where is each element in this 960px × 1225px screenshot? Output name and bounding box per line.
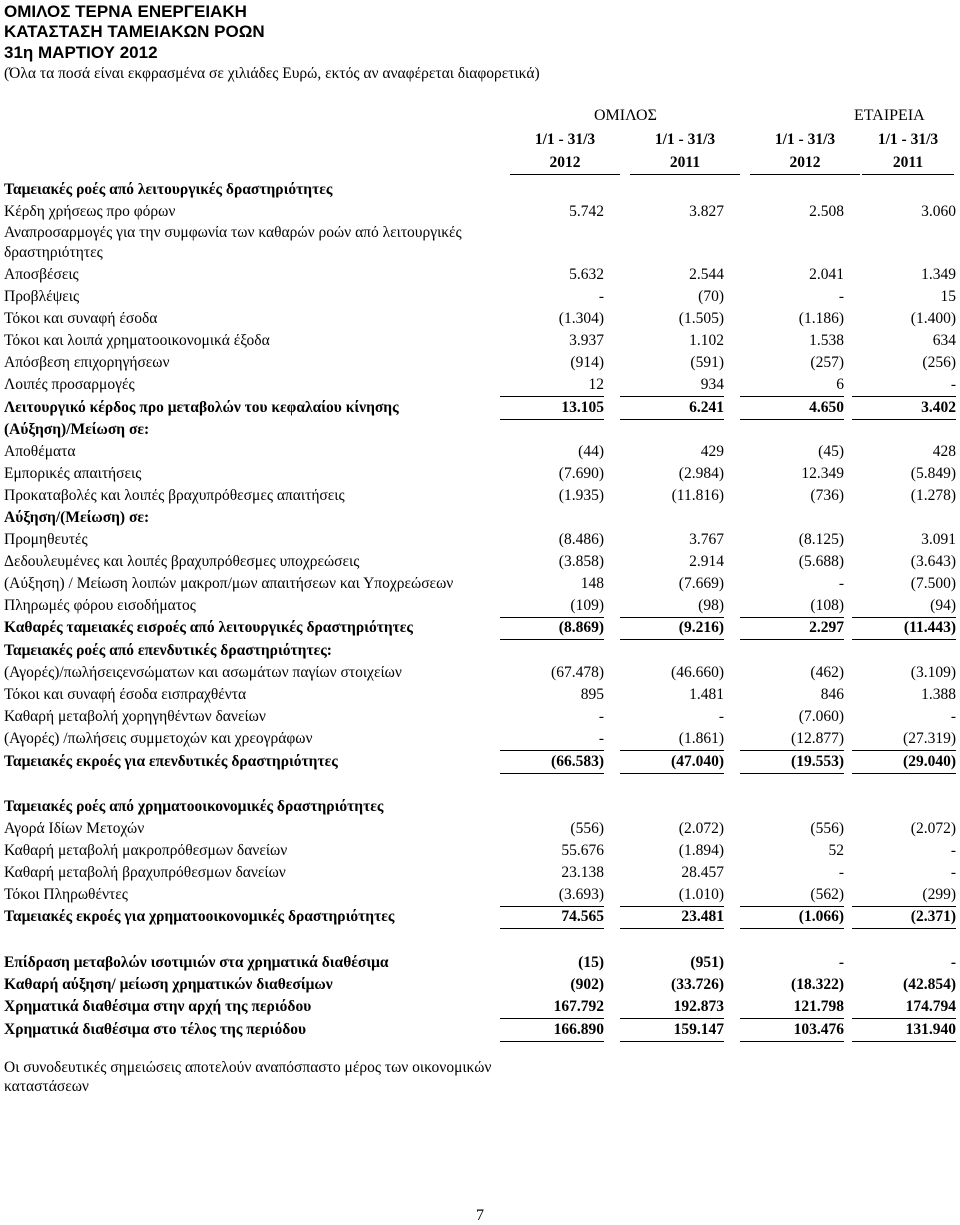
- row-value: (736): [810, 487, 844, 504]
- row-value: (2.984): [678, 465, 724, 482]
- row-label: Καθαρή μεταβολή μακροπρόθεσμων δανείων: [4, 842, 288, 859]
- row-label: Αύξηση/(Μείωση) σε:: [4, 509, 150, 526]
- row-value: (2.072): [678, 820, 724, 837]
- table-row: [0, 374, 960, 396]
- row-label: Προμηθευτές: [4, 531, 88, 548]
- row-label: Αγορά Ιδίων Μετοχών: [4, 820, 145, 837]
- row-value: (3.858): [558, 553, 604, 570]
- row-value: (67.478): [551, 664, 604, 681]
- table-row: [0, 286, 960, 308]
- row-label: (Αύξηση) / Μείωση λοιπών μακροπ/μων απαιτήσεων και Υποχρεώσεων: [4, 575, 454, 592]
- row-value: (44): [578, 443, 604, 460]
- row-value: (902): [570, 976, 604, 993]
- table-row: [0, 507, 960, 529]
- row-value: 3.091: [921, 531, 956, 548]
- table-row: [0, 330, 960, 352]
- row-value: -: [950, 708, 956, 725]
- row-value: 3.402: [852, 397, 956, 420]
- row-value: (1.894): [678, 842, 724, 859]
- row-value: (1.278): [910, 487, 956, 504]
- row-value: (3.693): [500, 884, 604, 907]
- row-value: 3.060: [921, 203, 956, 220]
- row-value: 846: [820, 686, 844, 703]
- row-value: (66.583): [500, 751, 604, 774]
- row-value: (1.066): [740, 906, 844, 929]
- row-value: (70): [698, 288, 724, 305]
- row-value: 192.873: [620, 996, 724, 1019]
- row-label: Ταμειακές ροές από χρηματοοικονομικές δραστηριότητες: [4, 798, 384, 815]
- row-value: 55.676: [561, 842, 604, 859]
- row-value: 1.102: [689, 332, 724, 349]
- row-label: (Αύξηση)/Μείωση σε:: [4, 421, 150, 438]
- company-header: ΕΤΑΙΡΕΙΑ: [854, 107, 925, 124]
- row-value: (45): [818, 443, 844, 460]
- row-label: Κέρδη χρήσεως προ φόρων: [4, 203, 176, 220]
- table-row: [0, 242, 960, 264]
- row-label: Αποθέματα: [4, 443, 76, 460]
- row-label: Αναπροσαρμογές για την συμφωνία των καθαρών ροών από λειτουργικές: [4, 224, 462, 241]
- row-value: 1.538: [809, 332, 844, 349]
- year-header: 2012: [750, 154, 860, 175]
- table-row: [0, 617, 960, 639]
- row-value: (591): [690, 354, 724, 371]
- row-label: Προβλέψεις: [4, 288, 80, 305]
- row-value: -: [500, 728, 604, 751]
- row-value: (7.669): [678, 575, 724, 592]
- period-header: 1/1 - 31/3: [654, 131, 716, 148]
- row-label: Δεδουλευμένες και λοιπές βραχυπρόθεσμες υποχρεώσεις: [4, 553, 360, 570]
- row-value: 167.792: [500, 996, 604, 1019]
- row-value: -: [838, 864, 844, 881]
- row-label: Αποσβέσεις: [4, 266, 79, 283]
- table-row: [0, 996, 960, 1018]
- table-row: [0, 728, 960, 750]
- page-number: 7: [476, 1207, 484, 1224]
- row-value: -: [718, 708, 724, 725]
- row-value: (109): [500, 595, 604, 618]
- row-value: (11.443): [852, 617, 956, 640]
- row-value: 6.241: [620, 397, 724, 420]
- table-row: [0, 201, 960, 223]
- footnote: Οι συνοδευτικές σημειώσεις αποτελούν αναπόσπαστο μέρος των οικονομικών καταστάσεων: [4, 1059, 492, 1095]
- row-value: 429: [700, 443, 724, 460]
- table-row: [0, 684, 960, 706]
- row-label: Προκαταβολές και λοιπές βραχυπρόθεσμες απαιτήσεις: [4, 487, 345, 504]
- table-row: [0, 463, 960, 485]
- row-value: (1.010): [620, 884, 724, 907]
- row-value: (7.690): [558, 465, 604, 482]
- row-label: (Αγορές)/πωλήσειςενσώματων και ασωμάτων παγίων στοιχείων: [4, 664, 402, 681]
- row-label: Καθαρή μεταβολή βραχυπρόθεσμων δανείων: [4, 864, 286, 881]
- row-label: Ταμειακές ροές από λειτουργικές δραστηριότητες: [4, 181, 333, 198]
- row-value: 12.349: [801, 465, 844, 482]
- table-row: [0, 397, 960, 419]
- company-name: ΟΜΙΛΟΣ ΤΕΡΝΑ ΕΝΕΡΓΕΙΑΚΗ: [4, 2, 247, 21]
- row-value: 1.349: [921, 266, 956, 283]
- table-row: [0, 1019, 960, 1041]
- row-value: 1.388: [921, 686, 956, 703]
- row-value: 52: [828, 842, 844, 859]
- row-value: 28.457: [681, 864, 724, 881]
- row-value: (18.322): [791, 976, 844, 993]
- row-value: 12: [500, 374, 604, 397]
- row-value: 3.937: [569, 332, 604, 349]
- row-value: (556): [810, 820, 844, 837]
- row-value: (19.553): [740, 751, 844, 774]
- row-label: (Αγορές) /πωλήσεις συμμετοχών και χρεογράφων: [4, 730, 313, 747]
- row-value: (1.861): [620, 728, 724, 751]
- row-value: 2.544: [689, 266, 724, 283]
- row-label: Λειτουργικό κέρδος προ μεταβολών του κεφαλαίου κίνησης: [4, 399, 399, 416]
- row-value: (914): [570, 354, 604, 371]
- row-value: (556): [570, 820, 604, 837]
- table-row: [0, 662, 960, 684]
- row-value: 634: [932, 332, 956, 349]
- row-label: Πληρωμές φόρου εισοδήματος: [4, 597, 196, 614]
- row-value: 934: [620, 374, 724, 397]
- table-row: [0, 884, 960, 906]
- row-value: (2.371): [852, 906, 956, 929]
- row-value: 4.650: [740, 397, 844, 420]
- row-label: Ταμειακές εκροές για χρηματοοικονομικές δραστηριότητες: [4, 908, 395, 925]
- row-value: 2.508: [809, 203, 844, 220]
- row-value: (7.060): [798, 708, 844, 725]
- row-value: (257): [810, 354, 844, 371]
- row-value: 2.297: [740, 617, 844, 640]
- row-label: Εμπορικές απαιτήσεις: [4, 465, 142, 482]
- row-value: 895: [580, 686, 604, 703]
- row-value: 131.940: [852, 1019, 956, 1042]
- row-value: (5.688): [798, 553, 844, 570]
- row-value: (33.726): [671, 976, 724, 993]
- row-value: (8.125): [798, 531, 844, 548]
- row-value: (5.849): [910, 465, 956, 482]
- row-value: 148: [580, 575, 604, 592]
- row-value: -: [950, 864, 956, 881]
- row-value: (2.072): [910, 820, 956, 837]
- year-header: 2011: [862, 154, 954, 175]
- row-label: Απόσβεση επιχορηγήσεων: [4, 354, 170, 371]
- row-value: 13.105: [500, 397, 604, 420]
- row-label: Τόκοι και συναφή έσοδα εισπραχθέντα: [4, 686, 247, 703]
- row-value: (27.319): [852, 728, 956, 751]
- row-value: -: [598, 708, 604, 725]
- row-value: -: [950, 954, 956, 971]
- table-row: [0, 352, 960, 374]
- row-label: Επίδραση μεταβολών ισοτιμιών στα χρηματικά διαθέσιμα: [4, 954, 389, 971]
- row-label: Καθαρή μεταβολή χορηγηθέντων δανείων: [4, 708, 266, 725]
- group-header: ΟΜΙΛΟΣ: [594, 107, 657, 124]
- row-value: (42.854): [903, 976, 956, 993]
- row-value: (951): [690, 954, 724, 971]
- period-header: 1/1 - 31/3: [877, 131, 939, 148]
- row-value: (8.486): [558, 531, 604, 548]
- table-row: [0, 551, 960, 573]
- year-header: 2012: [510, 154, 620, 175]
- row-value: 23.138: [561, 864, 604, 881]
- row-value: 5.742: [569, 203, 604, 220]
- table-row: [0, 796, 960, 818]
- row-value: (7.500): [910, 575, 956, 592]
- row-value: -: [598, 288, 604, 305]
- table-row: [0, 952, 960, 974]
- table-row: [0, 441, 960, 463]
- row-value: (108): [740, 595, 844, 618]
- row-value: (8.869): [500, 617, 604, 640]
- table-row: [0, 573, 960, 595]
- row-value: 15: [940, 288, 956, 305]
- row-value: 103.476: [740, 1019, 844, 1042]
- row-value: (11.816): [671, 487, 724, 504]
- row-label: Καθαρή αύξηση/ μείωση χρηματικών διαθεσίμων: [4, 976, 333, 993]
- row-value: 23.481: [620, 906, 724, 929]
- row-value: (1.304): [558, 310, 604, 327]
- row-label: Ταμειακές ροές από επενδυτικές δραστηριότητες:: [4, 642, 332, 659]
- row-value: 3.767: [689, 531, 724, 548]
- row-value: (47.040): [620, 751, 724, 774]
- row-value: -: [838, 288, 844, 305]
- year-header: 2011: [630, 154, 740, 175]
- row-value: (1.935): [558, 487, 604, 504]
- row-value: -: [950, 842, 956, 859]
- table-row: [0, 974, 960, 996]
- row-value: (1.186): [798, 310, 844, 327]
- row-value: 2.041: [809, 266, 844, 283]
- row-value: 2.914: [689, 553, 724, 570]
- row-value: 1.481: [689, 686, 724, 703]
- table-row: [0, 264, 960, 286]
- row-value: (98): [620, 595, 724, 618]
- table-row: [0, 529, 960, 551]
- table-row: [0, 595, 960, 617]
- table-row: [0, 862, 960, 884]
- row-value: 3.827: [689, 203, 724, 220]
- row-value: 428: [932, 443, 956, 460]
- row-value: (46.660): [671, 664, 724, 681]
- table-row: [0, 706, 960, 728]
- row-value: 166.890: [500, 1019, 604, 1042]
- row-value: (15): [578, 954, 604, 971]
- period-header: 1/1 - 31/3: [534, 131, 596, 148]
- row-value: (12.877): [740, 728, 844, 751]
- row-value: (29.040): [852, 751, 956, 774]
- table-row: [0, 640, 960, 662]
- row-value: -: [838, 954, 844, 971]
- row-value: (94): [852, 595, 956, 618]
- row-value: (256): [922, 354, 956, 371]
- table-row: [0, 222, 960, 244]
- row-value: -: [838, 575, 844, 592]
- statement-title: ΚΑΤΑΣΤΑΣΗ ΤΑΜΕΙΑΚΩΝ ΡΟΩΝ: [4, 22, 265, 41]
- table-row: [0, 179, 960, 201]
- table-row: [0, 308, 960, 330]
- table-row: [0, 751, 960, 773]
- table-row: [0, 419, 960, 441]
- row-value: (9.216): [620, 617, 724, 640]
- table-row: [0, 485, 960, 507]
- row-value: 5.632: [569, 266, 604, 283]
- row-label: Χρηματικά διαθέσιμα στην αρχή της περιόδου: [4, 998, 312, 1015]
- row-label: Χρηματικά διαθέσιμα στο τέλος της περιόδου: [4, 1021, 307, 1038]
- statement-date: 31η ΜΑΡΤΙΟΥ 2012: [4, 43, 158, 62]
- row-value: 174.794: [852, 996, 956, 1019]
- row-value: (462): [810, 664, 844, 681]
- table-row: [0, 840, 960, 862]
- row-value: (3.109): [910, 664, 956, 681]
- currency-note: (Όλα τα ποσά είναι εκφρασμένα σε χιλιάδες Ευρώ, εκτός αν αναφέρεται διαφορετικά): [4, 65, 540, 82]
- table-row: [0, 906, 960, 928]
- period-header: 1/1 - 31/3: [774, 131, 836, 148]
- row-label: δραστηριότητες: [4, 244, 103, 261]
- row-value: (1.400): [910, 310, 956, 327]
- row-value: 6: [740, 374, 844, 397]
- row-label: Τόκοι Πληρωθέντες: [4, 886, 128, 903]
- row-value: (1.505): [678, 310, 724, 327]
- row-label: Τόκοι και συναφή έσοδα: [4, 310, 158, 327]
- row-value: 121.798: [740, 996, 844, 1019]
- row-value: 159.147: [620, 1019, 724, 1042]
- row-label: Καθαρές ταμειακές εισροές από λειτουργικές δραστηριότητες: [4, 619, 413, 636]
- row-value: (562): [740, 884, 844, 907]
- row-label: Ταμειακές εκροές για επενδυτικές δραστηριότητες: [4, 753, 338, 770]
- row-value: (3.643): [910, 553, 956, 570]
- row-label: Λοιπές προσαρμογές: [4, 376, 135, 393]
- row-value: (299): [852, 884, 956, 907]
- row-value: 74.565: [500, 906, 604, 929]
- row-value: -: [852, 374, 956, 397]
- table-row: [0, 818, 960, 840]
- row-label: Τόκοι και λοιπά χρηματοοικονομικά έξοδα: [4, 332, 270, 349]
